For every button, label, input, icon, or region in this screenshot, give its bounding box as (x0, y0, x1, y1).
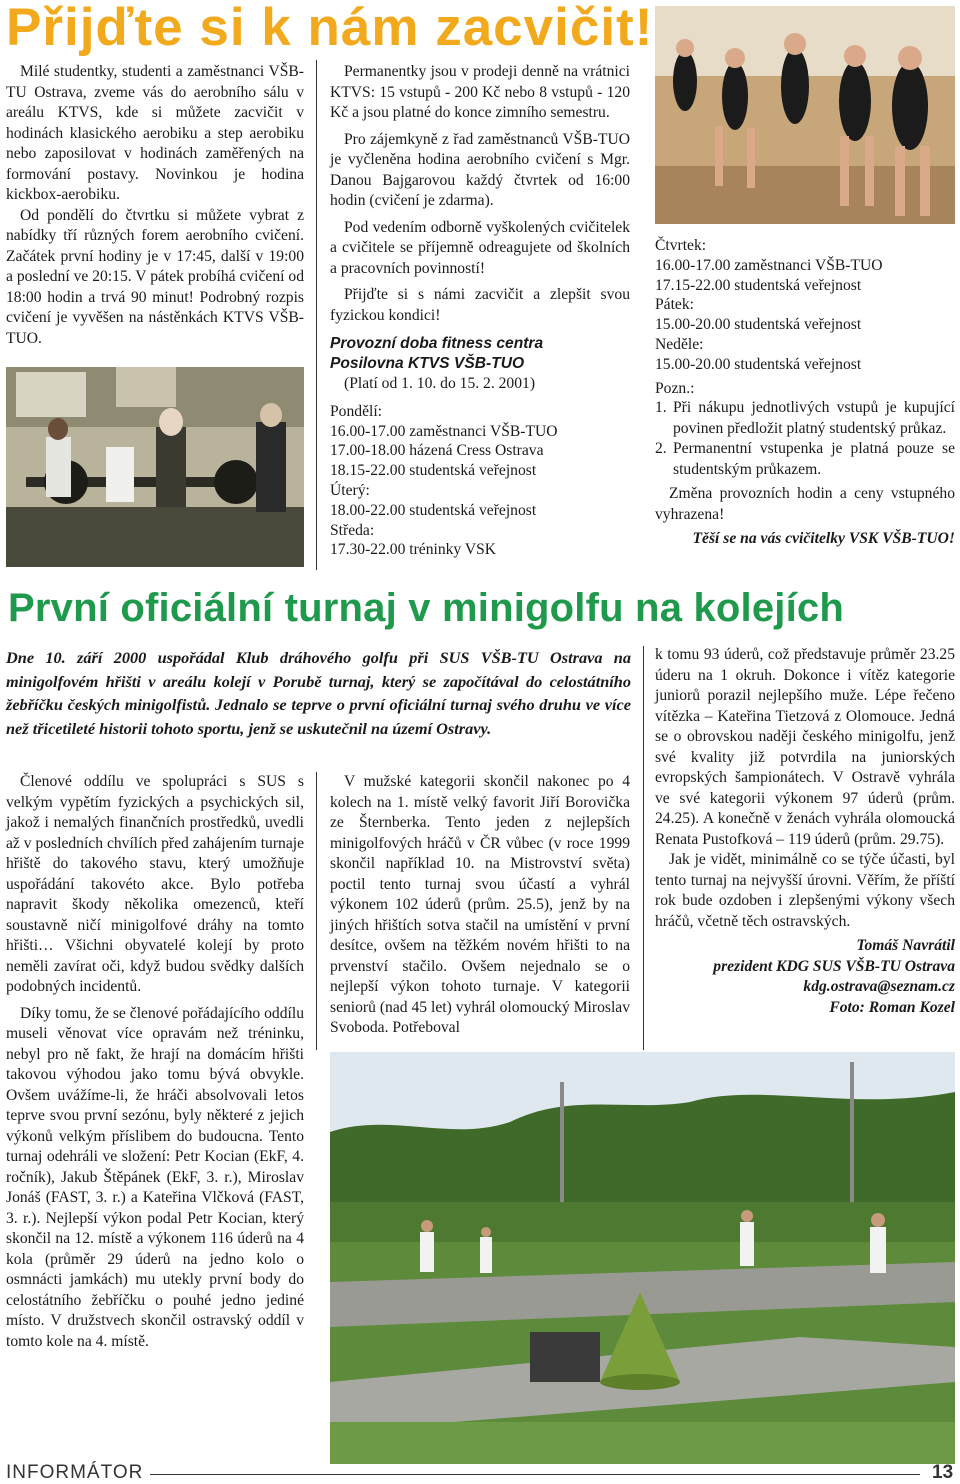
schedule-row: 15.00-20.00 studentská veřejnost (655, 316, 862, 334)
schedule-row: 17.00-18.00 házená Cress Ostrava (330, 442, 544, 460)
schedule-row: 15.00-20.00 studentská veřejnost (655, 355, 862, 373)
schedule-row: 18.15-22.00 studentská veřejnost (330, 462, 537, 480)
note-label: Pozn.: (655, 379, 695, 397)
minigolf-col3-p2: Jak je vidět, minimálně co se týče účasti, byl tento turnaj na nejvyšší úrovni. Věřím, že příští rok bude ozdoben i zlepšenými výkony všech hráčů, včetně těch ostravských. (655, 851, 955, 930)
aerobics-col2-p2: Pro zájemkyně z řad zaměstnanců VŠB-TUO je vyčleněna hodina aerobního cvičení s Mgr. Danou Bajgarovou každý čtvrtek od 16:00 hodin (cvičení je zdarma). (330, 130, 630, 209)
footer-publication: INFORMÁTOR (6, 1462, 144, 1483)
aerobics-col3 (655, 236, 955, 550)
change-notice: Změna provozních hodin a ceny vstupného vyhrazena! (655, 485, 955, 523)
schedule-day: Pondělí: (330, 402, 382, 420)
notes-list (655, 398, 955, 480)
footer-rule (150, 1474, 920, 1475)
aerobics-col2-p4: Přijďte si s námi zacvičit a zlepšit svou fyzickou kondici! (330, 286, 630, 324)
aerobics-photo-image (655, 6, 955, 224)
schedule-col2 (330, 402, 630, 560)
gym-photo (6, 367, 304, 567)
schedule-day: Úterý: (330, 481, 370, 499)
column-divider (643, 646, 644, 1050)
schedule-day: Čtvrtek: (655, 237, 707, 254)
aerobics-col1-p2: Od pondělí do čtvrtku si můžete vybrat z nabídky tří různých forem aerobního cvičení. Začátek první hodiny je v 17:45, další v 19:00 a poslední ve 20:15. V pátek probíhá cvičení od 18:00 hodin a trvá 90 minut! Podrobný rozpis cvičení je vyvěšen na nástěnkách KTVS VŠB-TUO. (6, 206, 304, 347)
schedule-day: Neděle: (655, 335, 704, 353)
fitness-heading: Provozní doba fitness centra (330, 335, 544, 352)
schedule-row: 16.00-17.00 zaměstnanci VŠB-TUO (330, 422, 558, 440)
column-divider (316, 772, 317, 1050)
minigolf-col1-p1: Členové oddílu ve spolupráci s SUS s velkým vypětím fyzických a psychických sil, jakož i nemalých finančních prostředků, uvedli až v posledních chvílích před zahájením turnaje hřiště do takového stavu, který umožňuje uspořádání takovéto akce. Bylo potřeba napravit škody několika omezenců, kteří soustavně ničí minigolfové dráhy na tomto hřišti… Všichni obyvatelé kolejí by proto neměli zavírat oči, když budou svědky dalších podobných incidentů. (6, 773, 304, 995)
author-email: kdg.ostrava@seznam.cz (803, 978, 955, 995)
schedule-day: Pátek: (655, 296, 694, 314)
aerobics-col1 (6, 62, 304, 349)
aerobics-photo (655, 6, 955, 224)
schedule-row: 18.00-22.00 studentská veřejnost (330, 501, 537, 519)
schedule-day: Středa: (330, 521, 375, 539)
schedule-row: 17.30-22.00 tréninky VSK (330, 541, 497, 559)
minigolf-col2 (330, 772, 630, 1039)
minigolf-photo (330, 1052, 955, 1464)
valid-dates: (Platí od 1. 10. do 15. 2. 2001) (344, 375, 536, 392)
note-item: 1. Při nákupu jednotlivých vstupů je kupující povinen předložit platný studentský průkaz. (655, 399, 955, 437)
aerobics-col2-p3: Pod vedením odborně vyškolených cvičitelek a cvičitele se příjemně odreagujete od školních a pracovních povinností! (330, 218, 630, 277)
minigolf-col1 (6, 772, 304, 1352)
aerobics-col1-p1: Milé studentky, studenti a zaměstnanci VŠB-TU Ostrava, zveme vás do aerobního sálu v areálu KTVS, kde si můžete zacvičit v hodinách klasického aerobiku a step aerobiku nebo zaposilovat v hodinách zaměřených na formování postavy. Novinkou je hodina kickbox-aerobiku. (6, 63, 304, 203)
author-name: Tomáš Navrátil (856, 937, 955, 954)
note-item: 2. Permanentní vstupenka je platná pouze se studentským průkazem. (655, 440, 955, 478)
minigolf-col3 (655, 645, 955, 1018)
minigolf-title: První oficiální turnaj v minigolfu na kolejích (8, 586, 844, 630)
gym-photo-image (6, 367, 304, 567)
author-role: prezident KDG SUS VŠB-TU Ostrava (713, 957, 955, 975)
schedule-row: 16.00-17.00 zaměstnanci VŠB-TUO (655, 256, 883, 274)
closing-line: Těší se na vás cvičitelky VSK VŠB-TUO! (692, 530, 955, 548)
minigolf-photo-image (330, 1052, 955, 1464)
aerobics-col2 (330, 62, 630, 560)
page-number: 13 (932, 1462, 954, 1483)
signature (655, 936, 955, 1018)
aerobics-title: Přijďte si k nám zacvičit! (6, 0, 654, 57)
aerobics-col2-p1: Permanentky jsou v prodeji denně na vrátnici KTVS: 15 vstupů - 200 Kč nebo 8 vstupů - 120 Kč a jsou platné do konce zimního semestru. (330, 63, 630, 121)
minigolf-col2-p1: V mužské kategorii skončil nakonec po 4 kolech na 1. místě velký favorit Jiří Borovička ze Šternberka. Tento jeden z nejlepších minigolfových hráčů v ČR vůbec (v roce 1999 skončil například 10. na Mistrovství světa) poctil tento turnaj svou účastí a vyhrál výkonem 102 úderů (prům. 25.5), jenž by na jiných hřištích sotva stačil na umístění v první desítce, ovšem na těžkém novém hřišti to na prvenství stačilo. Ovšem nejednalo se o nejlepší výkon tohoto turnaje. V kategorii seniorů (nad 45 let) vyhrál olomoucký Miroslav Svoboda. Potřeboval (330, 773, 630, 1036)
photo-credit: Foto: Roman Kozel (829, 998, 955, 1016)
gym-heading: Posilovna KTVS VŠB-TUO (330, 355, 525, 372)
column-divider (316, 60, 317, 570)
minigolf-lead: Dne 10. září 2000 uspořádal Klub dráhového golfu při SUS VŠB-TU Ostrava na minigolfovém hřišti v areálu kolejí v Porubě turnaj, který se započítával do celostátního žebříčku českých minigolfistů. Jednalo se teprve o první oficiální turnaj svého druhu ve více než třicetileté historii tohoto sportu, jenž se uskutečnil na území Ostravy. (6, 648, 631, 738)
schedule-col3 (655, 236, 955, 375)
minigolf-col1-p2: Díky tomu, že se členové pořádajícího oddílu museli věnovat více opravám než tréninku, nebyl pro ně fakt, že hrají na domácím hřišti takovou výhodou jako tomu bývá obvykle. Ovšem uvážíme-li, že hráči absolvovali letos teprve svou první sezónu, byly některé z jejich výkonů velkým příslibem do budoucna. Tento turnaj odehráli ve složení: Petr Kocian (EkF, 4. ročník), Jakub Štěpánek (EkF, 3. r.), Miroslav Jonáš (FAST, 3. r.) a Kateřina Vlčková (FAST, 3. r.). Nejlepší výkon podal Petr Kocian, který skončil na 12. místě a výkonem 116 úderů na 4 kola (průměr 29 úderů na jedno kolo o osmnácti jamkách) mu utekly první body do celostátního žebříčku o pouhé jedno jediné místo. V družstvech skončil ostravský oddíl v tomto kole na 4. místě. (6, 1004, 304, 1350)
minigolf-col3-p1: k tomu 93 úderů, což představuje průměr 23.25 úderu na 1 okruh. Dokonce i vítěz kategorie juniorů porazil nejlepšího muže. Lépe řečeno vítězka – Kateřina Tietzová z Olomouce. Jedná se o obrovskou naději českého minigolfu, jenž své kvality již potvrdila na juniorských evropských šampionátech. V Ostravě vyhrála ve své kategorii výkonem 97 úderů (prům. 24.25). A konečně v ženách vyhrála olomoucká Renata Pustofková – 119 úderů (prům. 29.75). (655, 646, 955, 848)
schedule-row: 17.15-22.00 studentská veřejnost (655, 276, 862, 294)
